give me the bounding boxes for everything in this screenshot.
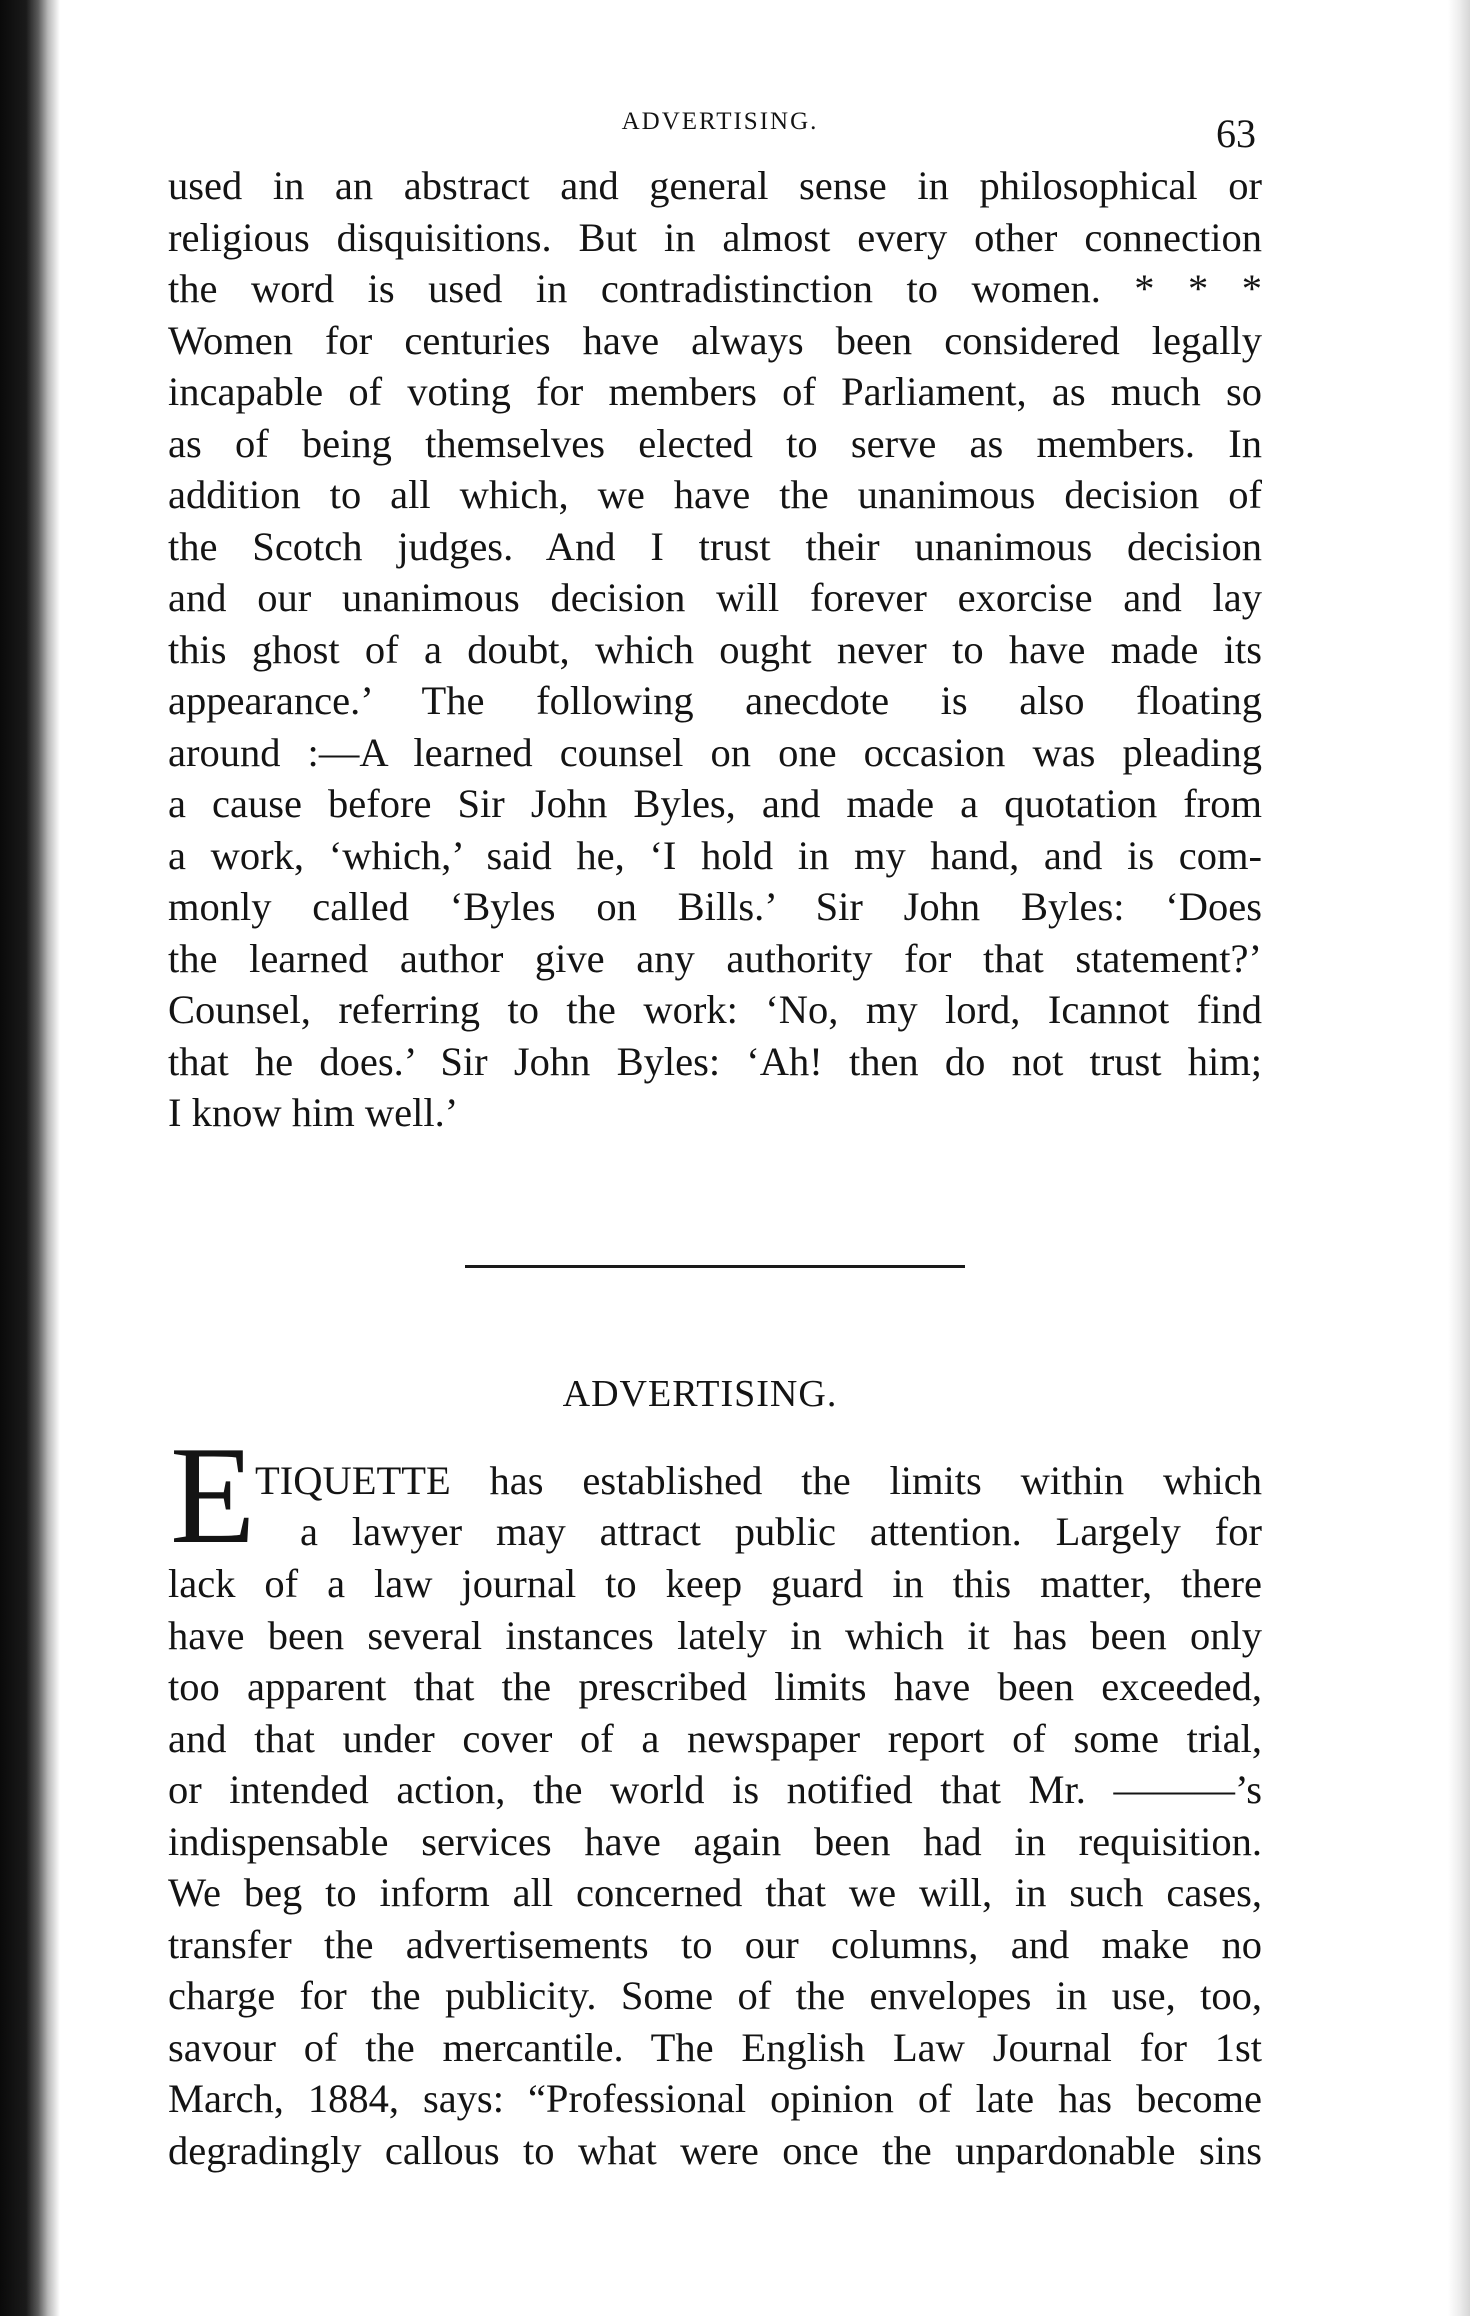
text-line: have been several instances lately in which it has been only	[168, 1612, 1262, 1658]
text-line: addition to all which, we have the unanimous decision of	[168, 472, 1262, 517]
text-line: appearance.’ The following anecdote is also floating	[168, 678, 1262, 723]
section-paragraph	[168, 1558, 1262, 2176]
text-line: indispensable services have again been had in requisition.	[168, 1818, 1262, 1864]
text-line: charge for the publicity. Some of the envelopes in use, too,	[168, 1973, 1262, 2018]
text-line: March, 1884, says: “Professional opinion of late has become	[168, 2076, 1262, 2121]
text-line: a cause before Sir John Byles, and made a quotation from	[168, 781, 1262, 826]
section-title: ADVERTISING.	[562, 1373, 838, 1415]
text-line: religious disquisitions. But in almost every other connection	[168, 214, 1262, 260]
text-line: We beg to inform all concerned that we will, in such cases,	[168, 1870, 1262, 1915]
book-spine-shadow	[0, 0, 60, 2316]
text-line: used in an abstract and general sense in philosophical or	[168, 163, 1262, 208]
text-line: a lawyer may attract public attention. Largely for	[300, 1509, 1262, 1554]
text-line: Counsel, referring to the work: ‘No, my lord, Icannot find	[168, 987, 1262, 1032]
text-line: savour of the mercantile. The English Law Journal for 1st	[168, 2024, 1262, 2070]
text-line: the learned author give any authority for that statement?’	[168, 935, 1262, 981]
page-number: 63	[1216, 111, 1256, 156]
text-line: I know him well.’	[168, 1090, 459, 1135]
text-line: Women for centuries have always been considered legally	[168, 317, 1262, 363]
text-line: as of being themselves elected to serve as members. In	[168, 420, 1262, 466]
continued-paragraph	[168, 160, 1262, 1139]
running-head: ADVERTISING.	[621, 108, 819, 135]
text-line: too apparent that the prescribed limits have been exceeded,	[168, 1664, 1262, 1709]
text-line: that he does.’ Sir John Byles: ‘Ah! then do not trust him;	[168, 1038, 1262, 1084]
text-line: the Scotch judges. And I trust their unanimous decision	[168, 523, 1262, 569]
text-line: TIQUETTE has established the limits within which	[255, 1458, 1262, 1503]
text-line: around :—A learned counsel on one occasion was pleading	[168, 729, 1262, 775]
text-line: and our unanimous decision will forever exorcise and lay	[168, 575, 1262, 620]
text-line: a work, ‘which,’ said he, ‘I hold in my hand, and is com-	[168, 832, 1262, 878]
text-line: transfer the advertisements to our columns, and make no	[168, 1921, 1262, 1967]
text-line: lack of a law journal to keep guard in this matter, there	[168, 1561, 1262, 1606]
text-line: the word is used in contradistinction to women. * * *	[168, 266, 1262, 311]
text-line: degradingly callous to what were once the unpardonable sins	[168, 2127, 1262, 2173]
drop-cap: E	[170, 1418, 256, 1573]
text-line: monly called ‘Byles on Bills.’ Sir John Byles: ‘Does	[168, 884, 1262, 929]
section-divider	[465, 1265, 965, 1268]
text-line: incapable of voting for members of Parliament, as much so	[168, 369, 1262, 414]
text-line: this ghost of a doubt, which ought never to have made its	[168, 626, 1262, 672]
page-edge	[1448, 0, 1470, 2316]
text-line: and that under cover of a newspaper report of some trial,	[168, 1715, 1262, 1761]
text-line: or intended action, the world is notified that Mr. ———’s	[168, 1767, 1262, 1812]
